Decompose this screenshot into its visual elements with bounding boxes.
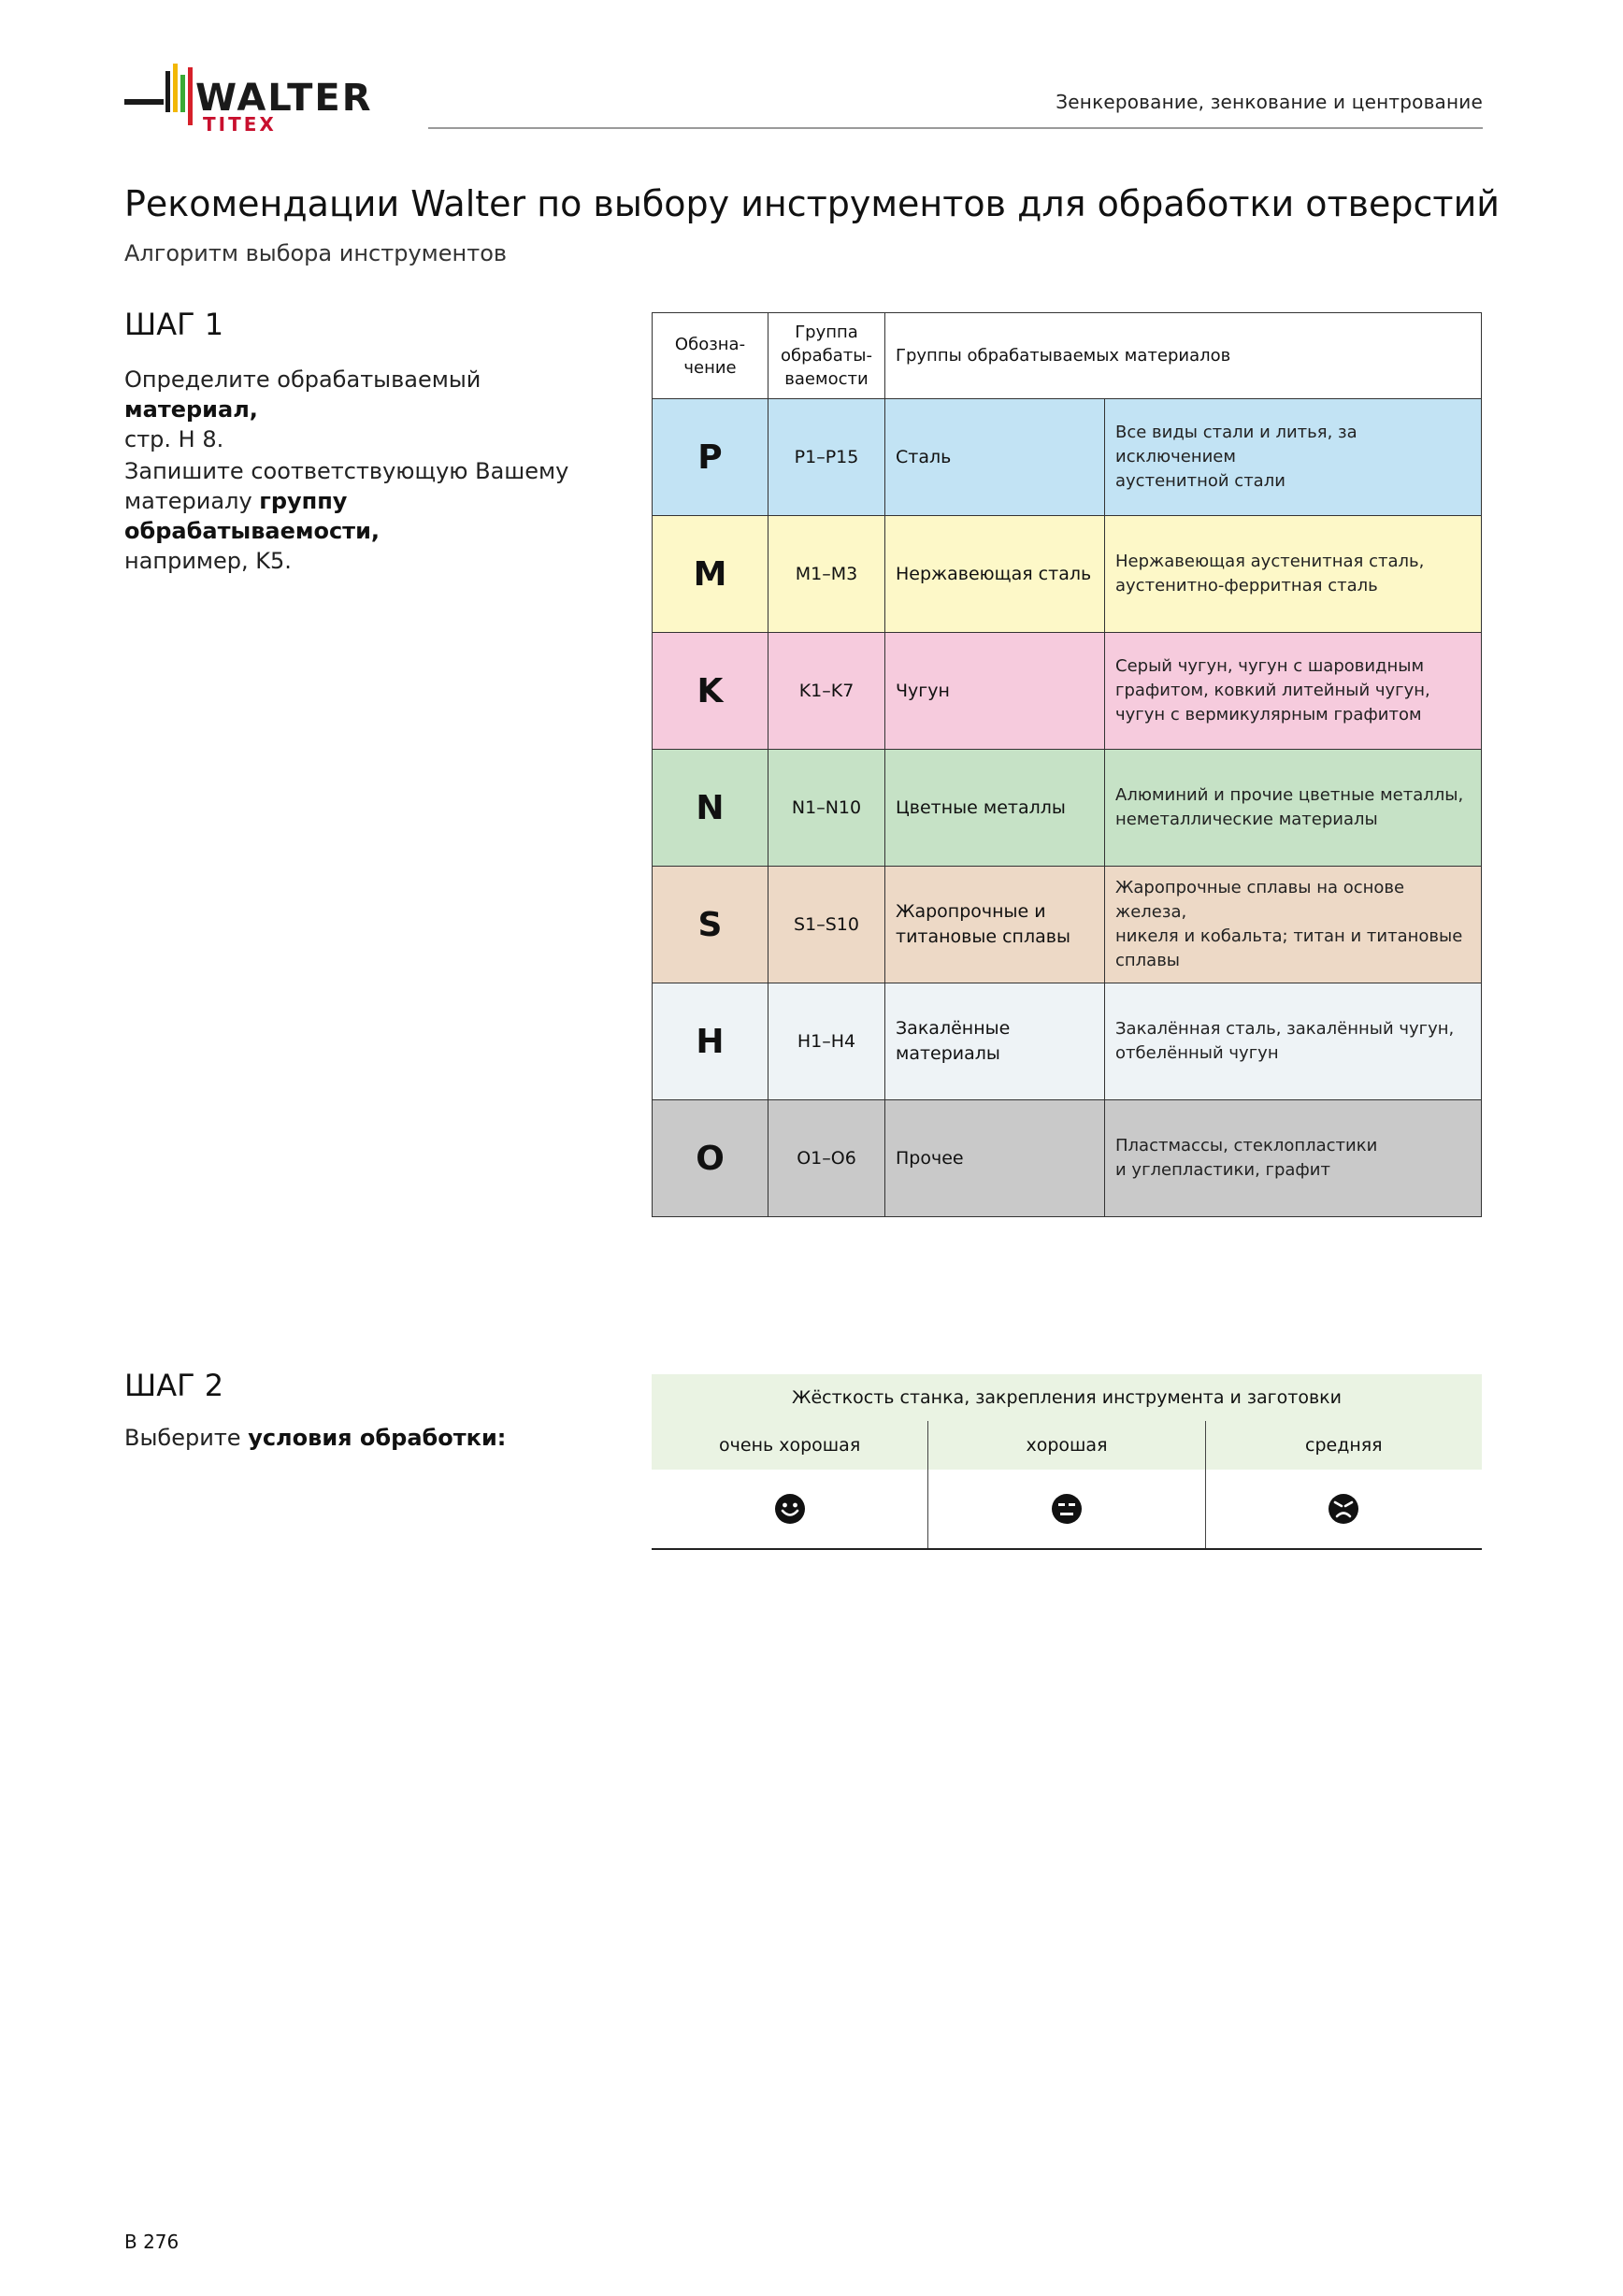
material-code: S	[653, 867, 768, 983]
step1-p1-bold: материал,	[124, 396, 258, 423]
sad-face-icon	[1328, 1493, 1359, 1525]
table-header-row	[653, 313, 1482, 399]
condition-cell-medium[interactable]	[1205, 1470, 1482, 1548]
material-name: Сталь	[885, 399, 1105, 516]
material-code: N	[653, 750, 768, 867]
material-code: P	[653, 399, 768, 516]
machinability-group: M1–M3	[768, 516, 885, 633]
step2-paragraph	[124, 1423, 648, 1453]
header-rule	[428, 127, 1483, 129]
material-code: O	[653, 1100, 768, 1217]
machinability-group: S1–S10	[768, 867, 885, 983]
happy-face-icon	[774, 1493, 806, 1525]
step1-title: ШАГ 1	[124, 307, 224, 342]
condition-cell-good[interactable]	[927, 1470, 1204, 1548]
condition-cell-very-good[interactable]	[652, 1470, 927, 1548]
material-name: Прочее	[885, 1100, 1105, 1217]
header-material-groups: Группы обрабатываемых материалов	[885, 313, 1482, 399]
material-code: M	[653, 516, 768, 633]
page-number: B 276	[124, 2231, 180, 2253]
neutral-face-icon	[1051, 1493, 1083, 1525]
logo-titex-text: TITEX	[203, 113, 277, 135]
step1-p2-post: например, K5.	[124, 548, 292, 574]
machinability-group: N1–N10	[768, 750, 885, 867]
step2-p1-bold: условия обработки:	[248, 1425, 507, 1451]
material-description: Жаропрочные сплавы на основе железа, никеля и кобальта; титан и титановые сплавы	[1105, 867, 1482, 983]
conditions-icons-row	[652, 1470, 1482, 1550]
material-name: Жаропрочные и титановые сплавы	[885, 867, 1105, 983]
header-section-title: Зенкерование, зенкование и центрование	[1056, 91, 1483, 113]
material-name: Чугун	[885, 633, 1105, 750]
table-row	[653, 399, 1482, 516]
page-title: Рекомендации Walter по выбору инструментов для обработки отверстий	[124, 183, 1500, 224]
step1-p2-pre: Запишите соответствующую Вашему материалу	[124, 458, 569, 514]
step2-title: ШАГ 2	[124, 1368, 224, 1403]
conditions-header: Жёсткость станка, закрепления инструмента и заготовки	[652, 1374, 1482, 1421]
step2-p1-pre: Выберите	[124, 1425, 249, 1451]
table-row	[653, 516, 1482, 633]
material-description: Закалённая сталь, закалённый чугун, отбелённый чугун	[1105, 983, 1482, 1100]
material-groups-table	[652, 312, 1482, 1217]
material-code: H	[653, 983, 768, 1100]
table-row	[653, 867, 1482, 983]
conditions-column-labels	[652, 1421, 1482, 1470]
header-code: Обозна- чение	[653, 313, 768, 399]
step1-p2-bold: группу обрабатываемости,	[124, 488, 381, 544]
header-group: Группа обрабаты- ваемости	[768, 313, 885, 399]
material-code: K	[653, 633, 768, 750]
machining-conditions-table	[652, 1374, 1482, 1550]
table-row	[653, 633, 1482, 750]
material-description: Все виды стали и литья, за исключением аустенитной стали	[1105, 399, 1482, 516]
material-description: Алюминий и прочие цветные металлы, неметаллические материалы	[1105, 750, 1482, 867]
machinability-group: O1–O6	[768, 1100, 885, 1217]
step1-paragraph-1	[124, 365, 592, 454]
step1-p1-post: стр. H 8.	[124, 426, 224, 452]
step1-paragraph-2	[124, 456, 592, 576]
machinability-group: K1–K7	[768, 633, 885, 750]
material-name: Закалённые материалы	[885, 983, 1105, 1100]
logo-walter-text: WALTER	[195, 77, 373, 120]
table-row	[653, 1100, 1482, 1217]
material-name: Нержавеющая сталь	[885, 516, 1105, 633]
material-description: Пластмассы, стеклопластики и углепластики, графит	[1105, 1100, 1482, 1217]
condition-label-very-good: очень хорошая	[719, 1435, 861, 1456]
step1-p1-pre: Определите обрабатываемый	[124, 366, 481, 393]
material-description: Серый чугун, чугун с шаровидным графитом, ковкий литейный чугун, чугун с вермикулярным графитом	[1105, 633, 1482, 750]
machinability-group: H1–H4	[768, 983, 885, 1100]
table-row	[653, 983, 1482, 1100]
material-name: Цветные металлы	[885, 750, 1105, 867]
walter-titex-logo	[124, 60, 405, 135]
material-description: Нержавеющая аустенитная сталь, аустенитно-ферритная сталь	[1105, 516, 1482, 633]
table-row	[653, 750, 1482, 867]
condition-label-good: хорошая	[927, 1421, 1204, 1470]
page-subtitle: Алгоритм выбора инструментов	[124, 240, 508, 266]
machinability-group: P1–P15	[768, 399, 885, 516]
condition-label-medium: средняя	[1205, 1421, 1482, 1470]
